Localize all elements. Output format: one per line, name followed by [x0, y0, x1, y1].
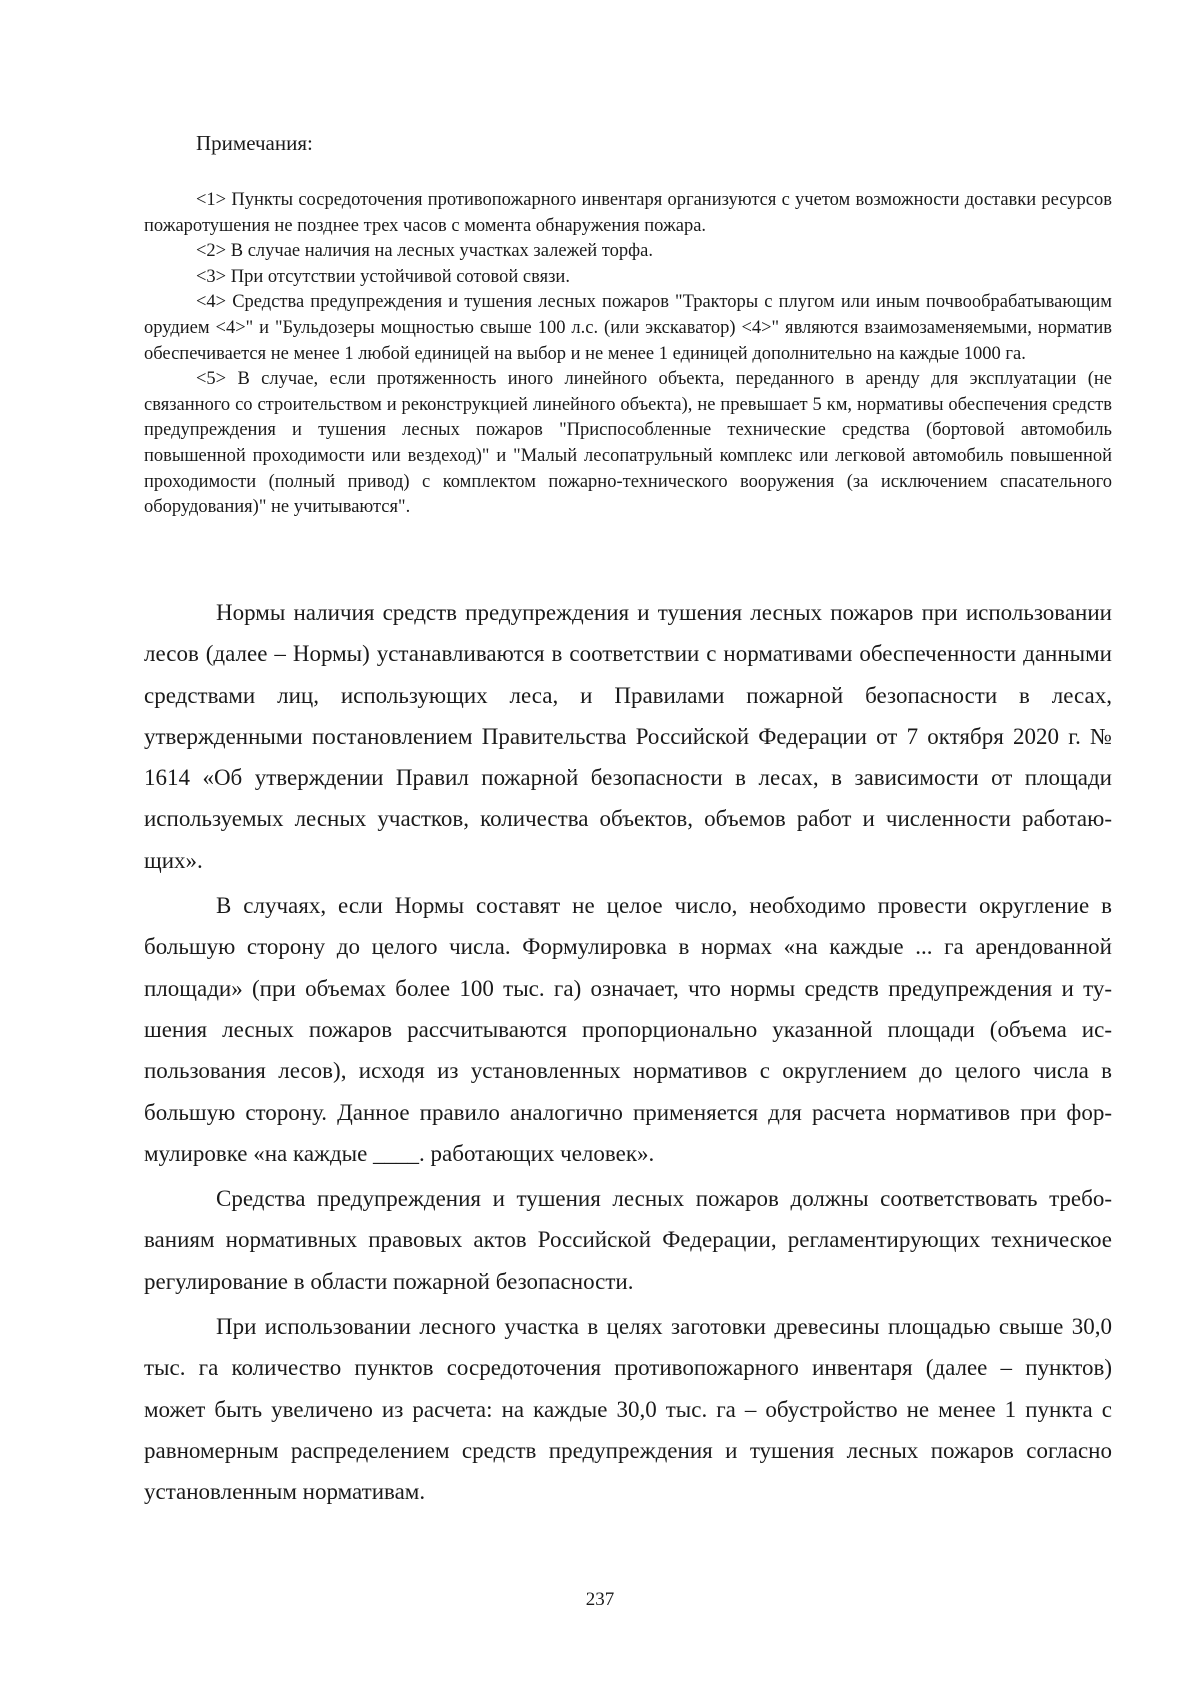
- note-2: <2> В случае наличия на лесных участках залежей торфа.: [196, 241, 653, 262]
- notes-heading: Примечания:: [196, 131, 313, 155]
- paragraph-norms: Нормы наличия средств предупреждения и тушения лесных пожаров при использовании лесов (далее – Нормы) устанавливаются в соответствии с нормативами обеспеченности данными средствами лиц, использующих леса, и Правилами пожарной безопасности в лесах, утвержденными постановлением Правительства Российской Федерации от 7 октября 2020 г. № 1614 «Об утверждении Правил пожарной безопасности в лесах, в зависимости от площади используемых лесных участков, количества объектов, объемов работ и численности работающих».: [144, 600, 1112, 873]
- note-3: <3> При отсутствии устойчивой сотовой связи.: [196, 266, 570, 287]
- page-number: 237: [585, 1589, 615, 1610]
- paragraph-points: При использовании лесного участка в целях заготовки древесины площадью свыше 30,0 тыс. га количество пунктов сосредоточения противопожарного инвентаря (далее – пунктов) может быть увеличено из расчета: на каждые 30,0 тыс. га – обустройство не менее 1 пункта с равномерным распределением средств предупреждения и тушения лесных пожаров согласно установленным нормативам.: [144, 1314, 1112, 1505]
- body-text: [144, 592, 1112, 1517]
- notes-list: [144, 188, 1112, 521]
- note-1: <1> Пункты сосредоточения противопожарного инвентаря организуются с учетом возможности доставки ресурсов пожаротушения не позднее трех часов с момента обнаружения пожара.: [144, 190, 1112, 236]
- note-5: <5> В случае, если протяженность иного линейного объекта, переданного в аренду для эксплуатации (не связанного со строительством и реконструкцией линейного объекта), не превышает 5 км, нормативы обеспечения средств предупреждения и тушения лесных пожаров "Приспособленные технические средства (бортовой автомобиль повышенной проходимости или вездеход)" и "Малый лесопатрульный комплекс или легковой автомобиль повышенной проходимости (полный привод) с комплектом пожарно-технического вооружения (за исключением спасательного оборудования)" не учитываются".: [144, 369, 1112, 518]
- note-4: <4> Средства предупреждения и тушения лесных пожаров "Тракторы с плугом или иным почвообрабатывающим орудием <4>" и "Бульдозеры мощностью свыше 100 л.с. (или экскаватор) <4>" являются взаимозаменяемыми, норматив обеспечивается не менее 1 любой единицей на выбор и не менее 1 единицей дополнительно на каждые 1000 га.: [144, 292, 1112, 364]
- paragraph-rounding: В случаях, если Нормы составят не целое число, необходимо провести округление в большую сторону до целого числа. Формулировка в нормах «на каждые ... га арендованной площади» (при объемах более 100 тыс. га) означает, что нормы средств предупреждения и тушения лесных пожаров рассчитываются пропорционально указанной площади (объема использования лесов), исходя из установленных нормативов с округлением до целого числа в большую сторону. Данное правило аналогично применяется для расчета нормативов при формулировке «на каждые ____. работающих человек».: [144, 893, 1112, 1166]
- paragraph-requirements: Средства предупреждения и тушения лесных пожаров должны соответствовать требованиям нормативных правовых актов Российской Федерации, регламентирующих техническое регулирование в области пожарной безопасности.: [144, 1186, 1112, 1294]
